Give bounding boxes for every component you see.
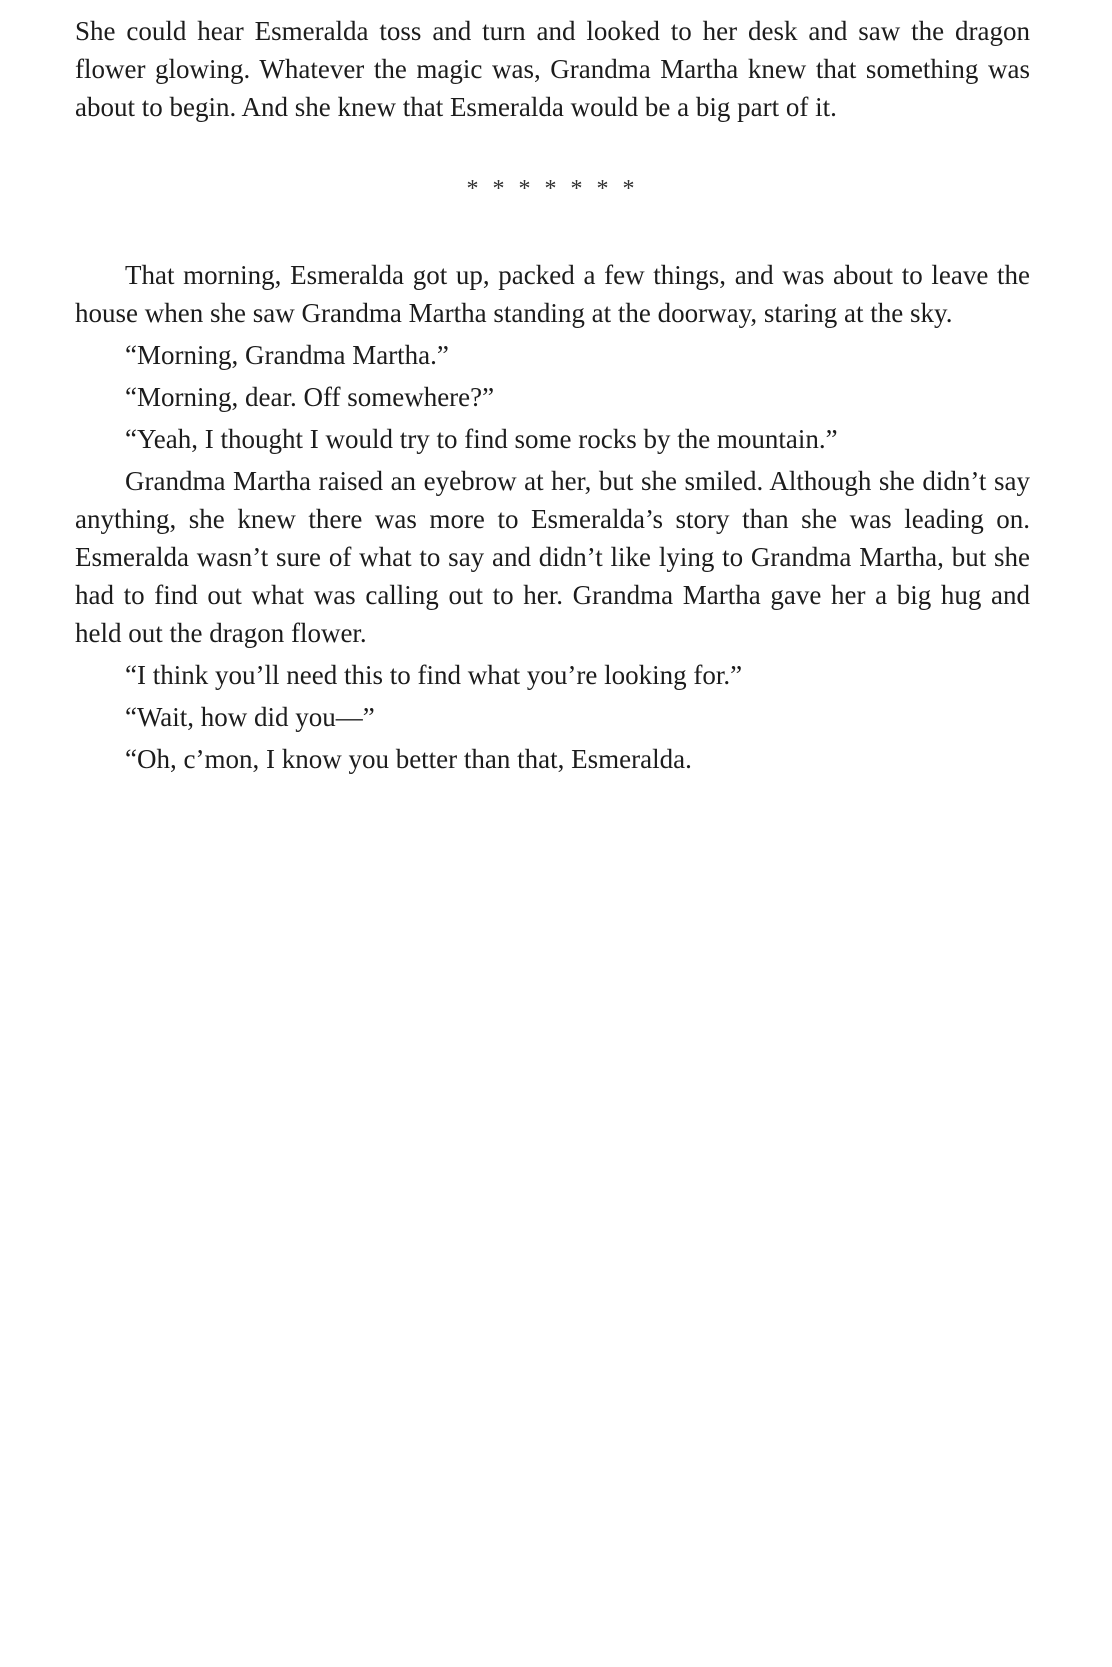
dialogue-line: “Wait, how did you—”	[125, 702, 375, 732]
paragraph: Grandma Martha raised an eyebrow at her, but she smiled. Although she didn’t say anything, she knew there was more to Esmeralda’s story than she was leading on. Esmeralda wasn’t sure of what to say and didn’t like lying to Grandma Martha, but she had to find out what was calling out to her. Grandma Martha gave her a big hug and held out the dragon flower.	[75, 466, 1030, 648]
dialogue-line: “Yeah, I thought I would try to find some rocks by the mountain.”	[125, 424, 838, 454]
dialogue-line: “I think you’ll need this to find what you’re looking for.”	[125, 660, 743, 690]
dialogue-line: “Morning, Grandma Martha.”	[125, 340, 449, 370]
scene-break-asterisks: * * * * * * *	[466, 176, 639, 202]
paragraph: She could hear Esmeralda toss and turn and looked to her desk and saw the dragon flower glowing. Whatever the magic was, Grandma Martha knew that something was about to begin. And she knew that Esmeralda would be a big part of it.	[75, 16, 1030, 122]
dialogue-line: “Morning, dear. Off somewhere?”	[125, 382, 495, 412]
book-page	[75, 12, 1030, 782]
dialogue-line: “Oh, c’mon, I know you better than that, Esmeralda.	[125, 744, 692, 774]
paragraph: That morning, Esmeralda got up, packed a few things, and was about to leave the house when she saw Grandma Martha standing at the doorway, staring at the sky.	[75, 260, 1030, 328]
